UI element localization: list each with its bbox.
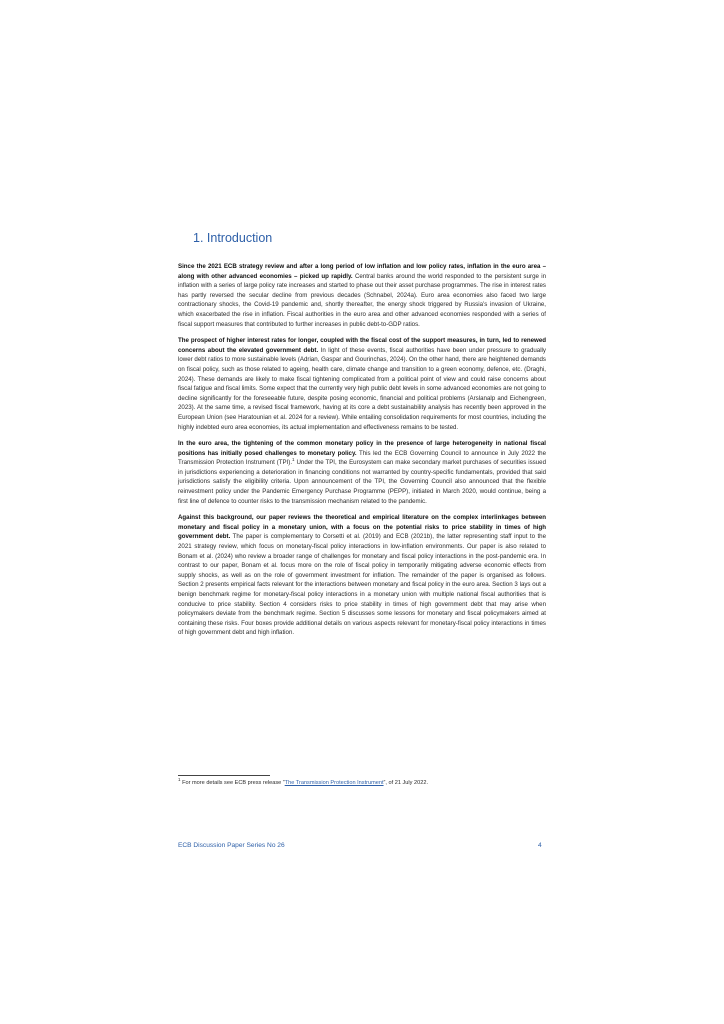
paragraph-2-text: In light of these events, fiscal authorities have been under pressure to gradually lower debt ratios to more sustainable levels (Adrian, Gaspar and Gourinchas, 2024). On the other hand, there are heightened demands on fiscal policy, such as those related to ageing, health care, climate change and transition to a green economy, defence, etc. (Draghi, 2024). These demands are likely to make fiscal tightening complicated from a political point of view and could raise concerns about fiscal fatigue and fiscal limits. Some expect that the currently very high public debt levels in some advanced economies are not going to decline significantly for the foreseeable future, despite posing economic, financial and political problems (Arslanalp and Eichengreen, 2023). At the same time, a revised fiscal framework, having at its core a debt sustainability analysis has recently been approved in the European Union (see Haratounian et al. 2024 for a review). While entailing consolidation requirements for most countries, including the highly indebted euro area economies, its actual implementation and effectiveness remains to be tested.: [178, 346, 546, 431]
paragraph-1-lead: Since the 2021 ECB strategy review and after a long period of low inflation and low policy rates, inflation in the euro area – along with other advanced economies – picked up rapidly.: [178, 263, 546, 280]
paragraph-3-lead: In the euro area, the tightening of the common monetary policy in the presence of large heterogeneity in national fiscal positions has initially posed challenges to monetary policy.: [178, 440, 546, 457]
paragraph-2-lead: The prospect of higher interest rates for longer, coupled with the fiscal cost of the support measures, in turn, led to renewed concerns about the elevated government debt.: [178, 337, 546, 354]
paragraph-2: [178, 336, 546, 432]
paragraph-3-text: This led the ECB Governing Council to announce in July 2022 the Transmission Protection Instrument (TPI).: [178, 449, 546, 467]
footnote-text-before: For more details see ECB press release “: [180, 780, 285, 786]
press-release-link[interactable]: The Transmission Protection Instrument: [284, 780, 384, 786]
paragraph-1: [178, 262, 546, 329]
paragraph-4-text: The paper is complementary to Corsetti et al. (2019) and ECB (2021b), the latter representing staff input to the 2021 strategy review, which focus on monetary-fiscal policy interactions in low-inflation environments. Our paper is also related to Bonam et al. (2024) who review a broader range of challenges for monetary and fiscal policy interactions in the post-pandemic era. In contrast to our paper, Bonam et al. focus more on the role of fiscal policy in temporarily mitigating adverse economic effects from supply shocks, as well as on the role of government investment for inflation. The remainder of the paper is organised as follows. Section 2 presents empirical facts relevant for the interactions between monetary and fiscal policy in the euro area. Section 3 lays out a benign benchmark regime for monetary-fiscal policy interactions in a monetary union with multiple national fiscal authorities that is conducive to price stability. Section 4 considers risks to price stability in times of high government debt that may arise when policymakers deviate from the benchmark regime. Section 5 discusses some lessons for monetary and fiscal policymakers aimed at containing these risks. Four boxes provide additional details on various aspects relevant for monetary-fiscal policy interactions in times of high government debt and high inflation.: [178, 533, 546, 637]
paragraph-1-text: Central banks around the world responded to the persistent surge in inflation with a series of large policy rate increases and started to phase out their asset purchase programmes. The rise in interest rates has partly reversed the secular decline from previous decades (Schnabel, 2024a). Euro area economies also faced two large contractionary shocks, the Covid-19 pandemic and, shortly thereafter, the energy shock triggered by Russia’s invasion of Ukraine, which exacerbated the rise in inflation. Fiscal authorities in the euro area and other advanced economies responded with a series of fiscal support measures that contributed to further increases in public debt-to-GDP ratios.: [178, 272, 546, 328]
paragraph-3-text-after: Under the TPI, the Eurosystem can make secondary market purchases of securities issued in jurisdictions experiencing a deterioration in financing conditions not warranted by country-specific fundamentals, provided that said jurisdictions satisfy the eligibility criteria. Upon announcement of the TPI, the Governing Council also announced that the flexible reinvestment policy under the Pandemic Emergency Purchase Programme (PEPP), initiated in March 2020, would continue, being a first line of defence to counter risks to the transmission mechanism related to the pandemic.: [178, 459, 546, 505]
footnote-reference[interactable]: 1: [292, 457, 295, 463]
section-heading: 1. Introduction: [193, 231, 273, 245]
footnote: [178, 779, 546, 787]
footnote-divider: [178, 775, 270, 776]
paragraph-4-lead: Against this background, our paper reviews the theoretical and empirical literature on the complex interlinkages between monetary and fiscal policy in a monetary union, with a focus on the potential risks to price stability in times of high government debt.: [178, 514, 546, 541]
footer-series-title: ECB Discussion Paper Series No 26: [178, 842, 285, 849]
paragraph-4: [178, 513, 546, 638]
footer-page-number: 4: [538, 842, 542, 849]
footnote-text-after: ”, of 21 July 2022.: [383, 780, 429, 786]
footnote-marker: 1: [178, 777, 181, 783]
paragraph-3: [178, 439, 546, 506]
body-text: [178, 262, 546, 645]
